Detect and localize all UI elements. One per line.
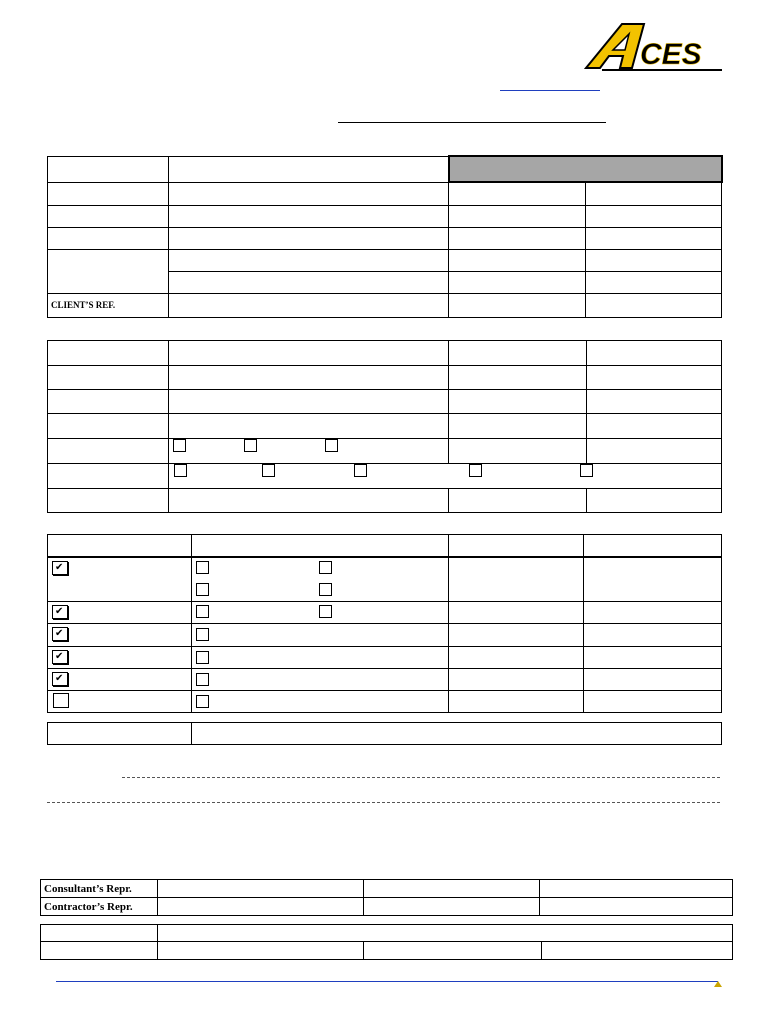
option-checkbox[interactable] xyxy=(319,605,332,618)
option-checkbox[interactable] xyxy=(196,628,209,641)
checklist-row-label xyxy=(48,624,192,647)
cell[interactable] xyxy=(169,249,449,271)
shaded-header-cell xyxy=(449,156,722,182)
remarks-table xyxy=(47,722,722,745)
cell[interactable] xyxy=(587,390,722,414)
header-double-rule xyxy=(47,557,721,558)
option-checkbox[interactable] xyxy=(580,464,593,477)
dashed-line xyxy=(122,777,720,778)
cell[interactable] xyxy=(169,366,449,390)
option-cell xyxy=(169,464,722,489)
cell[interactable] xyxy=(364,898,540,916)
cell[interactable] xyxy=(169,227,449,249)
option-checkbox[interactable] xyxy=(196,561,209,574)
cell xyxy=(48,439,169,464)
cell[interactable] xyxy=(584,624,722,647)
cell[interactable] xyxy=(586,293,722,317)
check-mark-icon: ✔ xyxy=(55,628,64,639)
cell[interactable] xyxy=(169,489,449,513)
cell[interactable] xyxy=(587,489,722,513)
option-cell xyxy=(169,439,449,464)
row-checkbox-6[interactable] xyxy=(53,693,69,708)
cell xyxy=(48,535,192,557)
option-checkbox[interactable] xyxy=(196,651,209,664)
cell xyxy=(192,647,449,669)
cell[interactable] xyxy=(449,602,584,624)
option-checkbox[interactable] xyxy=(196,673,209,686)
option-checkbox[interactable] xyxy=(196,695,209,708)
cell[interactable] xyxy=(586,271,722,293)
cell[interactable] xyxy=(449,489,587,513)
cell xyxy=(192,669,449,691)
client-ref-label: CLIENT’S REF. xyxy=(48,293,169,317)
cell xyxy=(48,341,169,366)
cell xyxy=(48,723,192,745)
cell xyxy=(192,624,449,647)
row-checkbox-4[interactable] xyxy=(52,650,68,664)
cell[interactable] xyxy=(449,271,586,293)
cell[interactable] xyxy=(449,557,584,602)
checklist-row-label xyxy=(48,647,192,669)
svg-text:CES: CES xyxy=(640,38,702,71)
cell xyxy=(41,942,158,960)
cell[interactable] xyxy=(540,880,733,898)
checklist-row-label xyxy=(48,691,192,713)
cell[interactable] xyxy=(449,227,586,249)
client-ref-field[interactable] xyxy=(169,293,449,317)
cell[interactable] xyxy=(586,205,722,227)
dashed-line xyxy=(47,802,720,803)
cell[interactable] xyxy=(586,227,722,249)
cell[interactable] xyxy=(540,898,733,916)
row-checkbox-1[interactable] xyxy=(52,561,68,575)
cell xyxy=(192,535,449,557)
cell[interactable] xyxy=(449,439,587,464)
cell[interactable] xyxy=(584,691,722,713)
cell[interactable] xyxy=(169,414,449,439)
cell xyxy=(449,535,584,557)
cell xyxy=(584,535,722,557)
row-checkbox-3[interactable] xyxy=(52,627,68,641)
cell[interactable] xyxy=(586,249,722,271)
cell[interactable] xyxy=(169,390,449,414)
footer-rule xyxy=(56,981,718,982)
cell[interactable] xyxy=(449,293,586,317)
cell xyxy=(169,156,449,182)
option-checkbox[interactable] xyxy=(325,439,338,452)
check-mark-icon: ✔ xyxy=(55,606,64,617)
client-info-table xyxy=(47,155,723,318)
cell xyxy=(48,227,169,249)
cell[interactable] xyxy=(587,414,722,439)
consultant-label: Consultant’s Repr. xyxy=(41,880,158,898)
cell[interactable] xyxy=(587,439,722,464)
aces-logo xyxy=(582,20,728,72)
cell[interactable] xyxy=(584,602,722,624)
distribution-table xyxy=(40,924,733,960)
cell xyxy=(48,182,169,205)
cell[interactable] xyxy=(587,366,722,390)
cell[interactable] xyxy=(449,341,587,366)
cell xyxy=(48,205,169,227)
cell[interactable] xyxy=(584,669,722,691)
option-checkbox[interactable] xyxy=(354,464,367,477)
header-link[interactable] xyxy=(500,76,600,91)
cell[interactable] xyxy=(364,942,542,960)
option-checkbox[interactable] xyxy=(319,583,332,596)
cell[interactable] xyxy=(449,390,587,414)
cell xyxy=(48,489,169,513)
cell[interactable] xyxy=(364,880,540,898)
cell[interactable] xyxy=(169,205,449,227)
option-checkbox[interactable] xyxy=(244,439,257,452)
option-checkbox[interactable] xyxy=(174,464,187,477)
checklist-row-label xyxy=(48,557,192,602)
remarks-field[interactable] xyxy=(192,723,722,745)
header-title-underline xyxy=(338,110,606,123)
check-mark-icon: ✔ xyxy=(55,673,64,684)
cell[interactable] xyxy=(449,366,587,390)
cell xyxy=(48,156,169,182)
cell xyxy=(48,366,169,390)
cell[interactable] xyxy=(449,249,586,271)
cell xyxy=(41,925,158,942)
cell[interactable] xyxy=(158,880,364,898)
cell[interactable] xyxy=(584,557,722,602)
option-checkbox[interactable] xyxy=(262,464,275,477)
cell xyxy=(48,249,169,293)
cell[interactable] xyxy=(169,341,449,366)
checklist-table xyxy=(47,534,722,713)
cell xyxy=(48,414,169,439)
signatures-table xyxy=(40,879,733,916)
cell[interactable] xyxy=(449,624,584,647)
checklist-row-label xyxy=(48,602,192,624)
check-mark-icon: ✔ xyxy=(55,562,64,573)
cell[interactable] xyxy=(449,414,587,439)
option-checkbox[interactable] xyxy=(173,439,186,452)
cell[interactable] xyxy=(158,925,733,942)
cell xyxy=(48,390,169,414)
row-checkbox-2[interactable] xyxy=(52,605,68,619)
triangle-icon xyxy=(714,981,722,987)
aces-logo-graphic xyxy=(582,20,728,72)
option-checkbox[interactable] xyxy=(469,464,482,477)
option-checkbox[interactable] xyxy=(319,561,332,574)
cell[interactable] xyxy=(449,669,584,691)
cell[interactable] xyxy=(542,942,733,960)
contractor-label: Contractor’s Repr. xyxy=(41,898,158,916)
cell[interactable] xyxy=(169,182,449,205)
cell xyxy=(48,464,169,489)
cell[interactable] xyxy=(169,271,449,293)
cell[interactable] xyxy=(449,691,584,713)
cell[interactable] xyxy=(449,647,584,669)
cell[interactable] xyxy=(158,898,364,916)
cell[interactable] xyxy=(587,341,722,366)
cell xyxy=(192,691,449,713)
checklist-row-label xyxy=(48,669,192,691)
cell[interactable] xyxy=(584,647,722,669)
cell[interactable] xyxy=(158,942,364,960)
cell[interactable] xyxy=(449,182,586,205)
cell[interactable] xyxy=(586,182,722,205)
option-checkbox[interactable] xyxy=(196,605,209,618)
details-table xyxy=(47,340,722,513)
row-checkbox-5[interactable] xyxy=(52,672,68,686)
option-checkbox[interactable] xyxy=(196,583,209,596)
cell[interactable] xyxy=(449,205,586,227)
check-mark-icon: ✔ xyxy=(55,651,64,662)
